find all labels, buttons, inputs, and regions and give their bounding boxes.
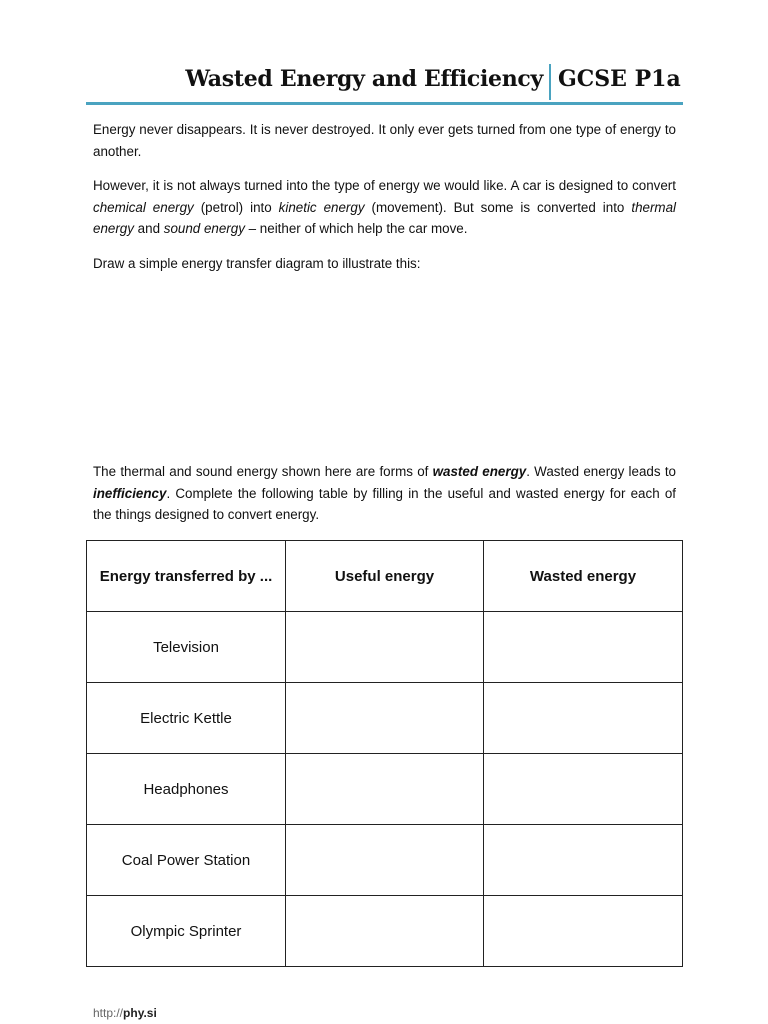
device-cell: Coal Power Station — [87, 825, 286, 896]
footer-url-domain: phy.si — [123, 1006, 157, 1020]
course-code: GCSE P1a — [558, 66, 681, 92]
term-wasted-energy: wasted energy — [432, 464, 527, 479]
useful-energy-cell[interactable] — [286, 612, 484, 683]
header-energy-transferred-by: Energy transferred by ... — [87, 541, 286, 612]
device-cell: Olympic Sprinter — [87, 896, 286, 967]
footer-url[interactable] — [93, 1006, 157, 1020]
diagram-instruction: Draw a simple energy transfer diagram to illustrate this: — [93, 256, 421, 271]
intro-paragraph: Energy never disappears. It is never destroyed. It only ever gets turned from one type of energy to another. — [93, 122, 676, 159]
wasted-energy-cell[interactable] — [484, 683, 683, 754]
device-cell: Television — [87, 612, 286, 683]
term-sound-energy: sound energy — [163, 221, 245, 236]
term-chemical-energy: chemical energy — [93, 199, 194, 215]
energy-table — [86, 540, 683, 967]
useful-energy-cell[interactable] — [286, 754, 484, 825]
table-header-row — [87, 541, 683, 612]
table-row — [87, 683, 683, 754]
page-header — [86, 60, 683, 105]
term-thermal-energy: thermal energy — [93, 199, 676, 236]
term-kinetic-energy: kinetic energy — [278, 199, 365, 215]
header-useful-energy: Useful energy — [286, 541, 484, 612]
useful-energy-cell[interactable] — [286, 683, 484, 754]
wasted-energy-paragraph: The thermal and sound energy shown here are forms of wasted energy. Wasted energy leads to inefficiency. Complete the following table by filling in the useful and wasted energy for each of the things designed to convert energy. — [93, 464, 676, 522]
title-divider — [549, 64, 551, 100]
page-title: Wasted Energy and Efficiency — [185, 66, 543, 92]
table-row — [87, 896, 683, 967]
device-cell: Headphones — [87, 754, 286, 825]
wasted-energy-cell[interactable] — [484, 754, 683, 825]
wasted-energy-cell[interactable] — [484, 896, 683, 967]
car-example-paragraph: However, it is not always turned into the type of energy we would like. A car is designed to convert chemical energy (petrol) into kinetic energy (movement). But some is converted into thermal energy and sound energy – neither of which help the car move. — [93, 178, 676, 236]
table-row — [87, 754, 683, 825]
useful-energy-cell[interactable] — [286, 896, 484, 967]
table-row — [87, 825, 683, 896]
term-inefficiency: inefficiency — [93, 485, 167, 501]
header-wasted-energy: Wasted energy — [484, 541, 683, 612]
footer-url-prefix: http:// — [93, 1006, 124, 1020]
device-cell: Electric Kettle — [87, 683, 286, 754]
useful-energy-cell[interactable] — [286, 825, 484, 896]
table-row — [87, 612, 683, 683]
wasted-energy-cell[interactable] — [484, 612, 683, 683]
wasted-energy-cell[interactable] — [484, 825, 683, 896]
